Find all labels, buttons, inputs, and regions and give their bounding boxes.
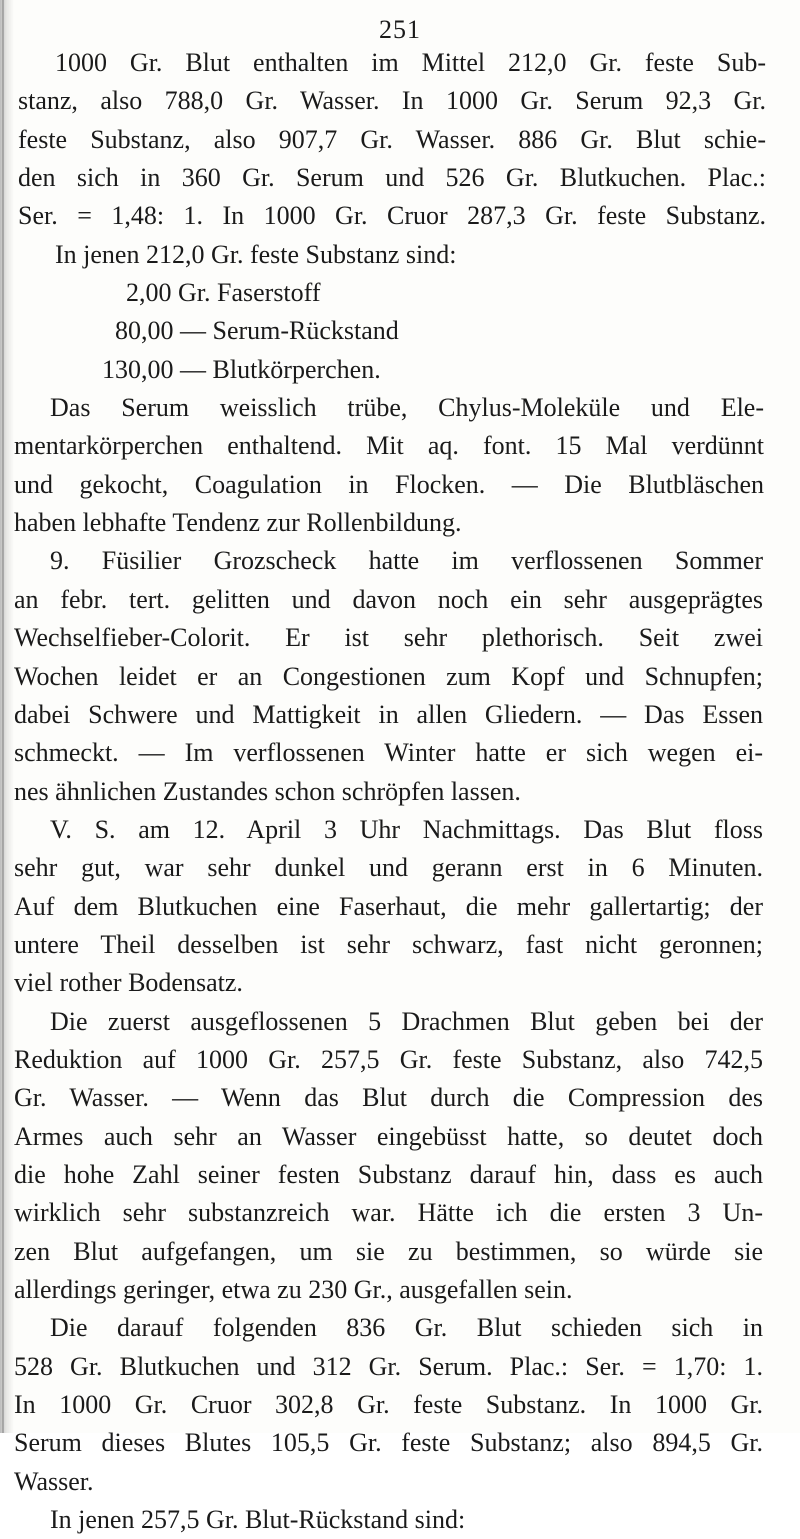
text-line: sehr gut, war sehr dunkel und gerann erst in 6 Minuten. [14, 853, 763, 883]
text-line: Serum dieses Blutes 105,5 Gr. feste Substanz; also 894,5 Gr. [14, 1428, 763, 1458]
text-line: allerdings geringer, etwa zu 230 Gr., ausgefallen sein. [14, 1275, 573, 1304]
text-line: Die zuerst ausgeflossenen 5 Drachmen Blut geben bei der [50, 1006, 763, 1036]
text-line: dabei Schwere und Mattigkeit in allen Gliedern. — Das Essen [14, 699, 763, 729]
list-item: 130,00 — Blutkörperchen. [102, 354, 381, 384]
text-line: den sich in 360 Gr. Serum und 526 Gr. Blutkuchen. Plac.: [18, 163, 766, 193]
text-line: Die darauf folgenden 836 Gr. Blut schieden sich in [50, 1313, 763, 1343]
text-line: Wasser. [14, 1466, 94, 1496]
text-line: 528 Gr. Blutkuchen und 312 Gr. Serum. Plac.: Ser. = 1,70: 1. [14, 1351, 763, 1381]
text-line: untere Theil desselben ist sehr schwarz, fast nicht geronnen; [14, 929, 763, 959]
text-line: nes ähnlichen Zustandes schon schröpfen lassen. [14, 776, 521, 806]
text-line: die hohe Zahl seiner festen Substanz darauf hin, dass es auch [14, 1159, 763, 1189]
text-line: 9. Füsilier Grozscheck hatte im verflossenen Sommer [50, 546, 763, 576]
text-line: wirklich sehr substanzreich war. Hätte ich die ersten 3 Un- [14, 1198, 763, 1228]
text-line: Wechselfieber-Colorit. Er ist sehr plethorisch. Seit zwei [14, 623, 763, 653]
text-line: Wochen leidet er an Congestionen zum Kopf und Schnupfen; [14, 661, 763, 691]
body-text [0, 44, 800, 1539]
text-line: stanz, also 788,0 Gr. Wasser. In 1000 Gr. Serum 92,3 Gr. [18, 86, 766, 116]
text-line: haben lebhafte Tendenz zur Rollenbildung. [14, 508, 462, 538]
text-line: Das Serum weisslich trübe, Chylus-Moleküle und Ele- [50, 393, 764, 423]
text-line: In jenen 257,5 Gr. Blut-Rückstand sind: [50, 1505, 466, 1535]
text-line: Ser. = 1,48: 1. In 1000 Gr. Cruor 287,3 Gr. feste Substanz. [18, 201, 766, 231]
text-line: feste Substanz, also 907,7 Gr. Wasser. 886 Gr. Blut schie- [18, 124, 766, 154]
text-line: Armes auch sehr an Wasser eingebüsst hatte, so deutet doch [14, 1121, 763, 1151]
text-line: an febr. tert. gelitten und davon noch ein sehr ausgeprägtes [14, 584, 763, 614]
text-line: V. S. am 12. April 3 Uhr Nachmittags. Das Blut floss [50, 814, 763, 844]
list-item: 80,00 — Serum-Rückstand [115, 316, 399, 346]
text-line: schmeckt. — Im verflossenen Winter hatte er sich wegen ei- [14, 738, 763, 768]
text-line: Reduktion auf 1000 Gr. 257,5 Gr. feste Substanz, also 742,5 [14, 1044, 763, 1074]
text-line: In jenen 212,0 Gr. feste Substanz sind: [55, 239, 457, 269]
text-line: Gr. Wasser. — Wenn das Blut durch die Compression des [14, 1083, 763, 1113]
text-line: und gekocht, Coagulation in Flocken. — Die Blutbläschen [14, 469, 764, 499]
page-number: 251 [379, 15, 421, 44]
text-line: viel rother Bodensatz. [14, 968, 243, 998]
text-line: In 1000 Gr. Cruor 302,8 Gr. feste Substanz. In 1000 Gr. [14, 1390, 763, 1420]
text-line: 1000 Gr. Blut enthalten im Mittel 212,0 Gr. feste Sub- [55, 48, 766, 77]
list-item: 2,00 Gr. Faserstoff [126, 278, 321, 308]
text-line: mentarkörperchen enthaltend. Mit aq. font. 15 Mal verdünnt [14, 431, 764, 461]
text-line: Auf dem Blutkuchen eine Faserhaut, die mehr gallertartig; der [14, 891, 763, 921]
text-line: zen Blut aufgefangen, um sie zu bestimmen, so würde sie [14, 1236, 763, 1266]
